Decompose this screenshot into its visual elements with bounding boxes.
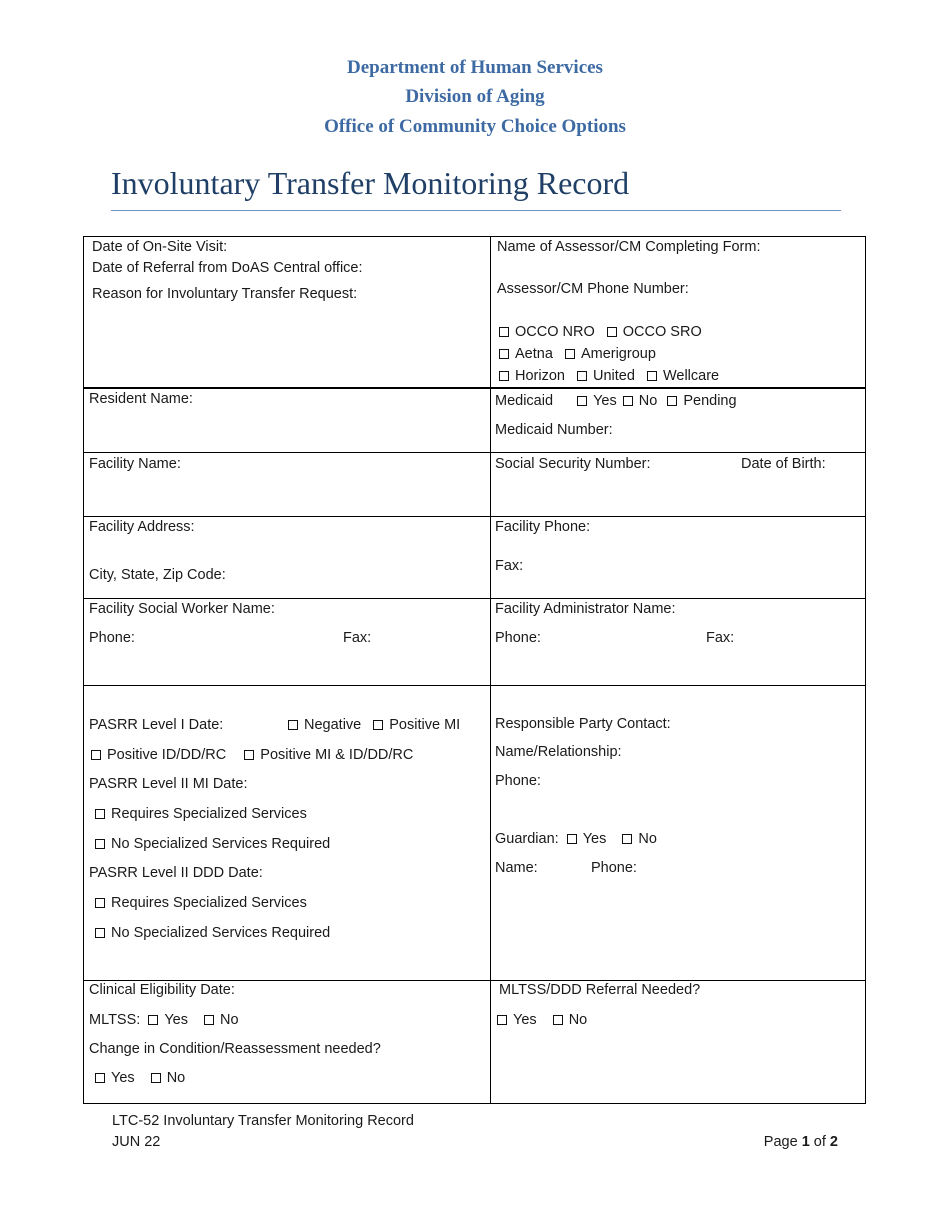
pasrr2-mi-requires-option[interactable]: Requires Specialized Services <box>95 805 307 823</box>
checkbox[interactable] <box>499 349 509 359</box>
admin-fax-label: Fax: <box>706 630 735 646</box>
department-heading: Department of Human Services <box>347 57 603 78</box>
checkbox[interactable] <box>577 371 587 381</box>
medicaid-pending-option[interactable]: Pending <box>667 392 736 410</box>
medicaid-no-option[interactable]: No <box>623 392 658 410</box>
checkbox[interactable] <box>667 396 677 406</box>
org-row-3 <box>499 367 727 385</box>
change-yes-option[interactable]: Yes <box>95 1069 135 1087</box>
checkbox[interactable] <box>95 898 105 908</box>
sw-phone-label: Phone: <box>89 630 135 646</box>
clinical-eligibility-label: Clinical Eligibility Date: <box>89 982 235 998</box>
pasrr1-positive-row <box>91 746 421 764</box>
pasrr1-result-row <box>288 716 460 734</box>
referral-yes-option[interactable]: Yes <box>497 1011 537 1029</box>
facility-address-label: Facility Address: <box>89 519 195 535</box>
pasrr1-label: PASRR Level I Date: <box>89 717 224 733</box>
aetna-option[interactable]: Aetna <box>499 345 553 363</box>
referral-no-option[interactable]: No <box>553 1011 588 1029</box>
checkbox[interactable] <box>497 1015 507 1025</box>
rp-phone-label: Phone: <box>495 773 541 789</box>
occo-nro-option[interactable]: OCCO NRO <box>499 323 595 341</box>
reason-label: Reason for Involuntary Transfer Request: <box>92 286 358 302</box>
pasrr2-ddd-label: PASRR Level II DDD Date: <box>89 865 263 881</box>
dob-label: Date of Birth: <box>741 456 826 472</box>
checkbox[interactable] <box>288 720 298 730</box>
checkbox[interactable] <box>623 396 633 406</box>
title-divider <box>111 210 841 211</box>
pasrr2-mi-label: PASRR Level II MI Date: <box>89 776 248 792</box>
checkbox[interactable] <box>95 809 105 819</box>
administrator-label: Facility Administrator Name: <box>495 601 676 617</box>
medicaid-row <box>495 392 745 410</box>
guardian-label: Guardian: <box>495 831 559 847</box>
admin-phone-label: Phone: <box>495 630 541 646</box>
checkbox[interactable] <box>95 839 105 849</box>
referral-row <box>497 1011 595 1029</box>
guardian-yes-option[interactable]: Yes <box>567 830 607 848</box>
horizon-option[interactable]: Horizon <box>499 367 565 385</box>
checkbox[interactable] <box>204 1015 214 1025</box>
change-no-option[interactable]: No <box>151 1069 186 1087</box>
pasrr2-ddd-requires-option[interactable]: Requires Specialized Services <box>95 894 307 912</box>
checkbox[interactable] <box>553 1015 563 1025</box>
row-divider <box>84 387 865 389</box>
page-number: Page 1 of 2 <box>763 1134 838 1150</box>
form-id: LTC-52 Involuntary Transfer Monitoring Record <box>112 1113 414 1129</box>
facility-fax-label: Fax: <box>495 558 524 574</box>
change-condition-label: Change in Condition/Reassessment needed? <box>89 1041 381 1057</box>
page-title: Involuntary Transfer Monitoring Record <box>111 165 630 201</box>
positive-mi-id-option[interactable]: Positive MI & ID/DD/RC <box>244 746 413 764</box>
medicaid-number-label: Medicaid Number: <box>495 422 613 438</box>
checkbox[interactable] <box>577 396 587 406</box>
medicaid-label: Medicaid <box>495 393 554 409</box>
responsible-party-label: Responsible Party Contact: <box>495 716 671 732</box>
date-onsite-label: Date of On-Site Visit: <box>92 239 228 255</box>
guardian-phone-label: Phone: <box>591 860 637 876</box>
column-divider <box>490 237 491 1103</box>
positive-id-option[interactable]: Positive ID/DD/RC <box>91 746 226 764</box>
mltss-yes-option[interactable]: Yes <box>148 1011 188 1029</box>
division-heading: Division of Aging <box>405 86 545 107</box>
form-table <box>83 236 866 1104</box>
mltss-no-option[interactable]: No <box>204 1011 239 1029</box>
resident-name-label: Resident Name: <box>89 391 193 407</box>
checkbox[interactable] <box>647 371 657 381</box>
office-heading: Office of Community Choice Options <box>324 116 626 137</box>
assessor-name-label: Name of Assessor/CM Completing Form: <box>497 239 761 255</box>
checkbox[interactable] <box>91 750 101 760</box>
negative-option[interactable]: Negative <box>288 716 361 734</box>
pasrr2-ddd-not-required-option[interactable]: No Specialized Services Required <box>95 924 330 942</box>
positive-mi-option[interactable]: Positive MI <box>373 716 460 734</box>
row-divider <box>84 516 865 517</box>
assessor-phone-label: Assessor/CM Phone Number: <box>497 281 689 297</box>
social-worker-label: Facility Social Worker Name: <box>89 601 275 617</box>
checkbox[interactable] <box>95 928 105 938</box>
referral-needed-label: MLTSS/DDD Referral Needed? <box>499 982 701 998</box>
row-divider <box>84 452 865 453</box>
change-row <box>95 1069 193 1087</box>
date-referral-label: Date of Referral from DoAS Central office: <box>92 260 363 276</box>
amerigroup-option[interactable]: Amerigroup <box>565 345 656 363</box>
checkbox[interactable] <box>607 327 617 337</box>
name-relationship-label: Name/Relationship: <box>495 744 622 760</box>
row-divider <box>84 685 865 686</box>
row-divider <box>84 598 865 599</box>
guardian-row <box>495 830 665 848</box>
facility-phone-label: Facility Phone: <box>495 519 591 535</box>
checkbox[interactable] <box>622 834 632 844</box>
mltss-label: MLTSS: <box>89 1012 141 1028</box>
mltss-row <box>89 1011 247 1029</box>
ssn-label: Social Security Number: <box>495 456 651 472</box>
pasrr2-mi-not-required-option[interactable]: No Specialized Services Required <box>95 835 330 853</box>
org-row-2 <box>499 345 664 363</box>
checkbox[interactable] <box>567 834 577 844</box>
checkbox[interactable] <box>499 371 509 381</box>
checkbox[interactable] <box>148 1015 158 1025</box>
checkbox[interactable] <box>373 720 383 730</box>
city-state-zip-label: City, State, Zip Code: <box>89 567 226 583</box>
guardian-name-label: Name: <box>495 860 538 876</box>
org-row-1 <box>499 323 710 341</box>
occo-sro-option[interactable]: OCCO SRO <box>607 323 702 341</box>
checkbox[interactable] <box>95 1073 105 1083</box>
guardian-no-option[interactable]: No <box>622 830 657 848</box>
facility-name-label: Facility Name: <box>89 456 181 472</box>
wellcare-option[interactable]: Wellcare <box>647 367 719 385</box>
united-option[interactable]: United <box>577 367 635 385</box>
checkbox[interactable] <box>151 1073 161 1083</box>
checkbox[interactable] <box>499 327 509 337</box>
medicaid-yes-option[interactable]: Yes <box>577 392 617 410</box>
sw-fax-label: Fax: <box>343 630 372 646</box>
checkbox[interactable] <box>565 349 575 359</box>
checkbox[interactable] <box>244 750 254 760</box>
form-date: JUN 22 <box>112 1134 161 1150</box>
